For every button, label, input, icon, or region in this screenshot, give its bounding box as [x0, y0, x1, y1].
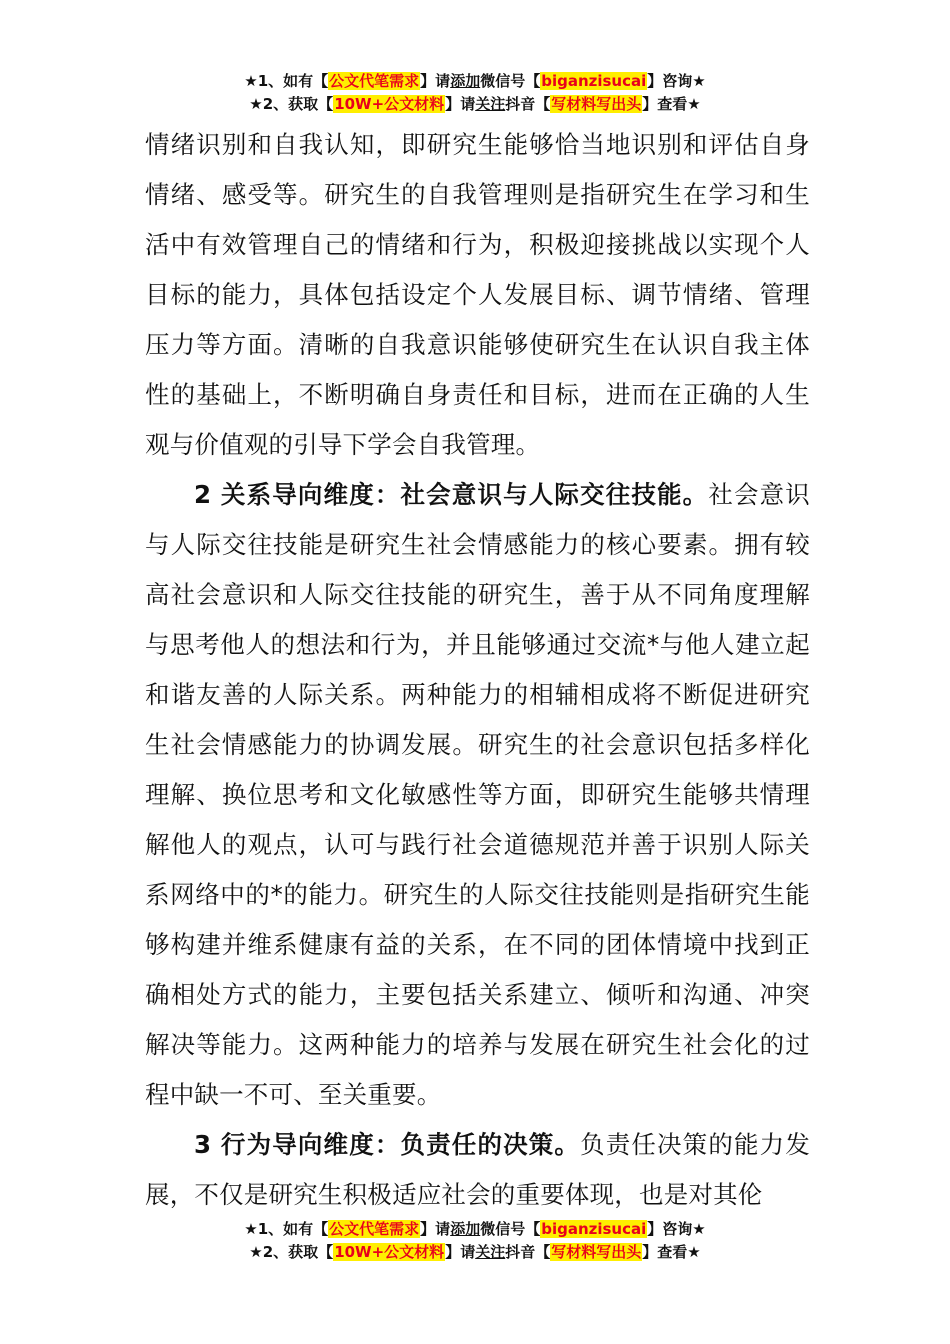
highlight-wechat-id: biganzisucai	[541, 72, 647, 90]
promo-line-2: ★2、获取【10W+公文材料】请关注抖音【写材料写出头】查看★	[249, 1243, 701, 1261]
document-body	[145, 120, 810, 1220]
promo-banner-bottom	[0, 1218, 950, 1264]
promo-line-2: ★2、获取【10W+公文材料】请关注抖音【写材料写出头】查看★	[249, 95, 701, 113]
highlight-service: 公文代笔需求	[329, 72, 420, 90]
promo-banner-top	[0, 70, 950, 116]
paragraph-behavior-dimension: 3 行为导向维度：负责任的决策。负责任决策的能力发展，不仅是研究生积极适应社会的重要体现，也是对其伦	[145, 1130, 810, 1209]
highlight-materials: 10W+公文材料	[334, 1243, 445, 1261]
highlight-materials: 10W+公文材料	[334, 95, 445, 113]
highlight-douyin-account: 写材料写出头	[551, 95, 642, 113]
paragraph-relationship-dimension: 2 关系导向维度：社会意识与人际交往技能。社会意识与人际交往技能是研究生社会情感能力的核心要素。拥有较高社会意识和人际交往技能的研究生，善于从不同角度理解与思考他人的想法和行为，并且能够通过交流*与他人建立起和谐友善的人际关系。两种能力的相辅相成将不断促进研究生社会情感能力的协调发展。研究生的社会意识包括多样化理解、换位思考和文化敏感性等方面，即研究生能够共情理解他人的观点，认可与践行社会道德规范并善于识别人际关系网络中的*的能力。研究生的人际交往技能则是指研究生能够构建并维系健康有益的关系，在不同的团体情境中找到正确相处方式的能力，主要包括关系建立、倾听和沟通、冲突解决等能力。这两种能力的培养与发展在研究生社会化的过程中缺一不可、至关重要。	[145, 480, 810, 1109]
section-heading-3: 3 行为导向维度：负责任的决策。	[194, 1130, 581, 1159]
section-heading-2: 2 关系导向维度：社会意识与人际交往技能。	[194, 480, 709, 509]
highlight-wechat-id: biganzisucai	[541, 1220, 647, 1238]
highlight-douyin-account: 写材料写出头	[551, 1243, 642, 1261]
highlight-service: 公文代笔需求	[329, 1220, 420, 1238]
promo-line-1: ★1、如有【公文代笔需求】请添加微信号【biganzisucai】咨询★	[244, 72, 706, 90]
paragraph-self-management: 情绪识别和自我认知，即研究生能够恰当地识别和评估自身情绪、感受等。研究生的自我管理则是指研究生在学习和生活中有效管理自己的情绪和行为，积极迎接挑战以实现个人目标的能力，具体包括设定个人发展目标、调节情绪、管理压力等方面。清晰的自我意识能够使研究生在认识自我主体性的基础上，不断明确自身责任和目标，进而在正确的人生观与价值观的引导下学会自我管理。	[145, 130, 810, 459]
promo-line-1: ★1、如有【公文代笔需求】请添加微信号【biganzisucai】咨询★	[244, 1220, 706, 1238]
